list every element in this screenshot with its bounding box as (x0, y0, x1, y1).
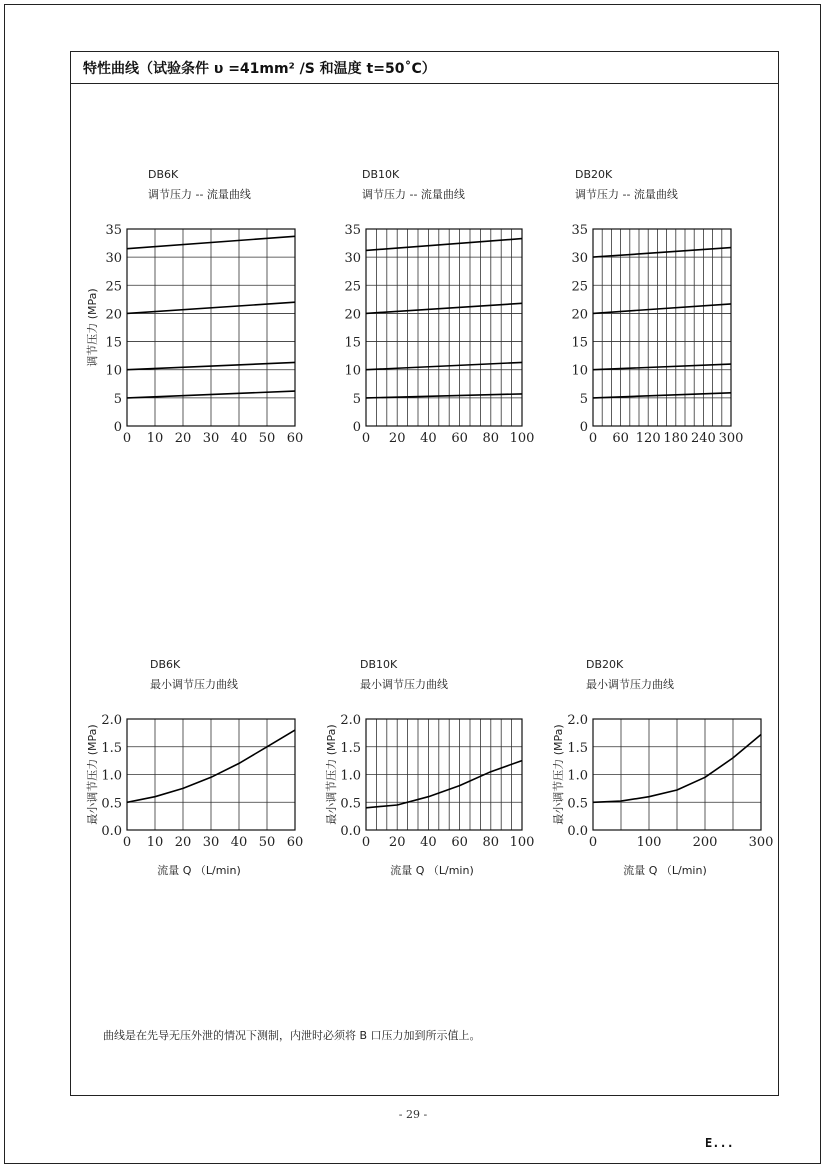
series-line-3 (593, 364, 731, 370)
y-tick-label: 30 (571, 251, 588, 267)
x-tick-label: 200 (692, 835, 718, 850)
y-tick-label: 25 (344, 279, 361, 295)
y-axis-label: 最小调节压力 (MPa) (325, 724, 338, 825)
y-tick-label: 25 (571, 279, 588, 295)
y-tick-label: 5 (352, 391, 361, 407)
y-tick-label: 1.5 (340, 740, 361, 756)
x-tick-label: 60 (451, 835, 468, 850)
x-tick-label: 0 (361, 431, 371, 446)
y-tick-label: 20 (571, 307, 588, 323)
y-tick-label: 0.0 (567, 824, 588, 839)
x-tick-label: 20 (388, 431, 406, 446)
x-tick-label: 80 (482, 431, 500, 446)
x-tick-label: 0 (588, 835, 598, 850)
y-axis-label: 最小调节压力 (MPa) (86, 724, 99, 825)
x-tick-label: 60 (612, 431, 629, 446)
chart-2-db10k (344, 168, 534, 446)
x-tick-label: 20 (174, 431, 192, 446)
y-tick-label: 15 (105, 335, 122, 351)
chart-title: 调节压力 -- 流量曲线 (575, 188, 678, 201)
x-axis-label: 流量 Q （L/min) (157, 864, 241, 877)
x-axis-label: 流量 Q （L/min) (390, 864, 474, 877)
chart-model-label: DB20K (575, 168, 613, 181)
x-tick-label: 100 (509, 835, 535, 850)
x-tick-label: 40 (420, 835, 437, 850)
y-tick-label: 0 (113, 420, 122, 435)
chart-4-db6k (85, 658, 303, 877)
chart-title: 调节压力 -- 流量曲线 (148, 188, 251, 201)
x-tick-label: 20 (388, 835, 406, 850)
x-tick-label: 0 (122, 835, 132, 850)
y-tick-label: 35 (571, 223, 588, 238)
y-tick-label: 10 (105, 363, 122, 379)
x-tick-label: 300 (748, 835, 774, 850)
y-tick-label: 2.0 (567, 713, 588, 728)
y-tick-label: 1.5 (567, 740, 588, 756)
x-tick-label: 180 (663, 431, 689, 446)
y-tick-label: 5 (579, 391, 588, 407)
series-line-2 (593, 304, 731, 314)
x-tick-label: 0 (361, 835, 371, 850)
x-tick-label: 30 (202, 431, 220, 446)
x-tick-label: 10 (146, 431, 164, 446)
y-tick-label: 1.0 (101, 768, 122, 784)
x-tick-label: 60 (286, 431, 304, 446)
x-tick-label: 0 (122, 431, 132, 446)
y-tick-label: 30 (105, 251, 122, 267)
x-tick-label: 120 (635, 431, 661, 446)
y-tick-label: 1.0 (567, 768, 588, 784)
y-tick-label: 2.0 (340, 713, 361, 728)
series-line-1 (366, 239, 522, 251)
y-tick-label: 5 (113, 391, 122, 407)
y-axis-label: 调节压力 (MPa) (86, 288, 99, 367)
y-tick-label: 15 (571, 335, 588, 351)
series-line-2 (366, 303, 522, 313)
chart-model-label: DB6K (148, 168, 179, 181)
x-tick-label: 0 (588, 431, 598, 446)
series-line-3 (366, 362, 522, 369)
y-tick-label: 30 (344, 251, 361, 267)
x-tick-label: 30 (202, 835, 220, 850)
chart-model-label: DB10K (360, 658, 398, 671)
y-tick-label: 10 (344, 363, 361, 379)
footnote: 曲线是在先导无压外泄的情况下测制，内泄时必须将 B 口压力加到所示值上。 (103, 1029, 481, 1042)
chart-title: 最小调节压力曲线 (360, 678, 448, 691)
x-tick-label: 10 (146, 835, 164, 850)
chart-1-db6k (85, 168, 303, 446)
series-line-4 (593, 393, 731, 398)
y-tick-label: 25 (105, 279, 122, 295)
y-tick-label: 0.5 (567, 796, 588, 812)
y-tick-label: 0 (579, 420, 588, 435)
y-tick-label: 1.0 (340, 768, 361, 784)
chart-5-db10k (324, 658, 534, 877)
y-tick-label: 0.0 (340, 824, 361, 839)
chart-title: 最小调节压力曲线 (586, 678, 674, 691)
page-title: 特性曲线（试验条件 υ =41mm² /S 和温度 t=50˚C） (83, 61, 436, 77)
x-tick-label: 100 (509, 431, 535, 446)
y-tick-label: 35 (344, 223, 361, 238)
y-tick-label: 15 (344, 335, 361, 351)
chart-title: 最小调节压力曲线 (150, 678, 238, 691)
series-line-4 (366, 394, 522, 398)
chart-model-label: DB20K (586, 658, 624, 671)
y-tick-label: 10 (571, 363, 588, 379)
x-tick-label: 40 (420, 431, 437, 446)
x-tick-label: 100 (636, 835, 662, 850)
brand-logo: E... (705, 1136, 734, 1150)
x-tick-label: 20 (174, 835, 192, 850)
x-tick-label: 240 (690, 431, 716, 446)
y-tick-label: 0.0 (101, 824, 122, 839)
x-tick-label: 50 (258, 835, 276, 850)
y-tick-label: 20 (344, 307, 361, 323)
x-tick-label: 50 (258, 431, 276, 446)
series-line-1 (366, 761, 522, 808)
x-axis-label: 流量 Q （L/min) (623, 864, 707, 877)
page-number: - 29 - (398, 1108, 428, 1121)
x-tick-label: 80 (482, 835, 500, 850)
chart-model-label: DB6K (150, 658, 181, 671)
y-tick-label: 0 (352, 420, 361, 435)
chart-6-db20k (551, 658, 773, 877)
y-tick-label: 35 (105, 223, 122, 238)
x-tick-label: 60 (286, 835, 304, 850)
x-tick-label: 40 (230, 835, 248, 850)
x-tick-label: 300 (718, 431, 744, 446)
x-tick-label: 60 (451, 431, 468, 446)
y-tick-label: 0.5 (101, 796, 122, 812)
y-axis-label: 最小调节压力 (MPa) (552, 724, 565, 825)
y-tick-label: 20 (105, 307, 122, 323)
series-line-1 (593, 248, 731, 258)
chart-model-label: DB10K (362, 168, 400, 181)
x-tick-label: 40 (230, 431, 248, 446)
y-tick-label: 0.5 (340, 796, 361, 812)
chart-title: 调节压力 -- 流量曲线 (362, 188, 465, 201)
y-tick-label: 2.0 (101, 713, 122, 728)
y-tick-label: 1.5 (101, 740, 122, 756)
chart-3-db20k (571, 168, 743, 446)
